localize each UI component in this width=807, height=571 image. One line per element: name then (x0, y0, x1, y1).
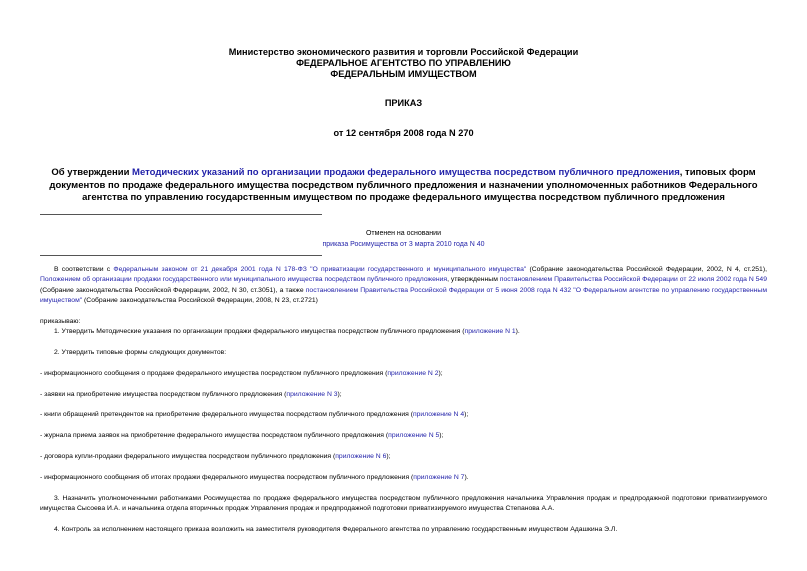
decree-432-link[interactable]: постановлением Правительства Российской Федерации от 5 июня 2008 года N 432 "О Федеральном агентстве по управлению государственным имуществом" (40, 286, 767, 304)
appendix-5-link[interactable]: приложение N 5 (388, 432, 440, 439)
title-suffix: , типовых форм документов по продаже федерального имущества посредством публичного предложения и назначении уполномоченных работников Федерального агентства по управлению государственным имуществом по продаже федерального имущества посредством публичного предложения (49, 167, 758, 204)
preamble-text-3: , утвержденным (447, 276, 500, 284)
form-2-tail: ); (337, 391, 342, 398)
item-1-tail: ). (515, 328, 520, 335)
item-2-form-3 (40, 410, 767, 420)
form-1-tail: ); (438, 370, 443, 377)
appendix-2-link[interactable]: приложение N 2 (387, 370, 439, 377)
cancel-note-line (40, 239, 767, 250)
doc-type: ПРИКАЗ (384, 98, 423, 108)
agency-line-1: ФЕДЕРАЛЬНОЕ АГЕНТСТВО ПО УПРАВЛЕНИЮ (296, 58, 511, 68)
federal-law-link[interactable]: Федеральным законом от 21 декабря 2001 года N 178-ФЗ "О приватизации государственного и муниципального имущества" (113, 266, 527, 273)
form-4-text: - журнала приема заявок на приобретение федерального имущества посредством публичного предложения ( (40, 432, 389, 439)
cancel-note-label: Отменен на основании (365, 230, 441, 237)
item-2: 2. Утвердить типовые формы следующих документов: (54, 349, 227, 356)
item-2-form-5 (40, 452, 767, 462)
appendix-6-link[interactable]: приложение N 6 (335, 453, 387, 460)
item-1-text: 1. Утвердить Методические указания по организации продажи федерального имущества посредством публичного предложения ( (54, 328, 465, 335)
form-6-text: - информационного сообщения об итогах продажи федерального имущества посредством публичного предложения ( (40, 474, 414, 481)
cancel-order-link[interactable]: приказа Росимущества от 3 марта 2010 года N 40 (322, 241, 485, 248)
preamble-text-2: (Собрание законодательства Российской Федерации, 2002, N 4, ст.251), (526, 266, 767, 273)
appendix-1-link[interactable]: приложение N 1 (464, 328, 516, 335)
order-word: приказываю: (40, 318, 81, 325)
form-2-text: - заявки на приобретение имущества посредством публичного предложения ( (40, 391, 287, 398)
title-link-method-guidelines[interactable]: Методических указаний по организации продажи федерального имущества посредством публичного предложения (132, 167, 680, 178)
preamble-text-1: В соответствии с (54, 266, 114, 273)
form-3-tail: ); (464, 411, 469, 418)
title-prefix: Об утверждении (51, 167, 133, 178)
item-1 (40, 327, 767, 337)
divider-top (40, 214, 322, 215)
preamble-paragraph (40, 265, 767, 306)
form-1-text: - информационного сообщения о продаже федерального имущества посредством публичного предложения ( (40, 370, 388, 377)
appendix-7-link[interactable]: приложение N 7 (413, 474, 465, 481)
appendix-3-link[interactable]: приложение N 3 (286, 391, 338, 398)
preamble-text-4: (Собрание законодательства Российской Федерации, 2002, N 30, ст.3051), а также (40, 286, 306, 294)
item-2-form-6 (40, 473, 767, 483)
form-5-tail: ); (386, 453, 391, 460)
item-2-form-2 (40, 390, 767, 400)
item-2-form-4 (40, 431, 767, 441)
form-6-tail: ). (464, 474, 469, 481)
divider-bottom (40, 255, 322, 256)
form-4-tail: ); (439, 432, 444, 439)
form-3-text: - книги обращений претендентов на приобретение федерального имущества посредством публичного предложения ( (40, 411, 413, 418)
doc-title (30, 167, 777, 205)
agency-line-2: ФЕДЕРАЛЬНЫМ ИМУЩЕСТВОМ (330, 69, 477, 79)
decree-549-link[interactable]: постановлением Правительства Российской Федерации от 22 июля 2002 года N 549 (499, 276, 767, 284)
item-2-form-1 (40, 369, 767, 379)
item-4: 4. Контроль за исполнением настоящего приказа возложить на заместителя руководителя Федерального агентства по управлению государственным имуществом Адашкина Э.Л. (54, 526, 618, 533)
regulation-link[interactable]: Положением об организации продажи государственного или муниципального имущества посредством публичного предложения (40, 276, 448, 284)
form-5-text: - договора купли-продажи федерального имущества посредством публичного предложения ( (40, 453, 336, 460)
ministry-line: Министерство экономического развития и торговли Российской Федерации (228, 47, 579, 57)
preamble-text-5: (Собрание законодательства Российской Федерации, 2008, N 23, ст.2721) (82, 296, 318, 304)
item-3: 3. Назначить уполномоченными работниками Росимущества по продаже федерального имущества посредством публичного предложения начальника Управления продаж и предпродажной подготовки приватизируемого имущества Сысоева И.А. и начальника отдела вторичных продаж Управления продаж и предпродажной подготовки приватизируемого имущества Степанова А.А. (40, 495, 767, 513)
appendix-4-link[interactable]: приложение N 4 (412, 411, 465, 418)
doc-date-number: от 12 сентября 2008 года N 270 (333, 128, 474, 138)
